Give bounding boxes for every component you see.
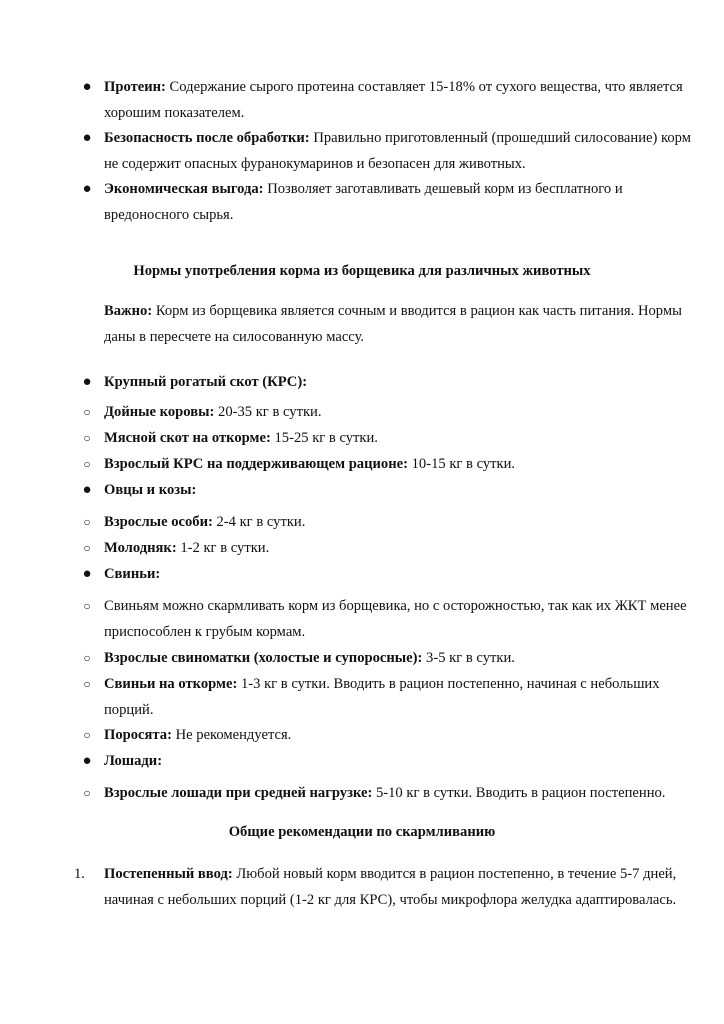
norm-item (104, 509, 694, 535)
item-label: Безопасность после обработки: (104, 130, 310, 146)
norm-item (104, 645, 694, 671)
bullet-icon: ● (82, 482, 92, 498)
item-text: 1-2 кг в сутки. (176, 540, 270, 556)
animal-group-title: Свиньи: (104, 566, 161, 582)
norm-item (104, 780, 704, 806)
item-text: Содержание сырого протеина составляет 15-18% от сухого вещества, что является хорошим показателем. (104, 79, 683, 121)
item-label: Взрослые особи: (104, 514, 213, 530)
animal-group-title: Крупный рогатый скот (КРС): (104, 374, 308, 390)
item-label: Экономическая выгода: (104, 181, 264, 197)
item-text: 15-25 кг в сутки. (270, 430, 378, 446)
animal-group-title: Овцы и козы: (104, 482, 197, 498)
recommendation-item (104, 861, 694, 913)
item-text: 5-10 кг в сутки. Вводить в рацион постепенно. (372, 785, 666, 801)
circle-bullet-icon: ○ (83, 728, 91, 742)
item-label: Мясной скот на откорме: (104, 430, 271, 446)
animal-group-horses (104, 748, 694, 774)
item-label: Постепенный ввод: (104, 866, 233, 882)
list-item-protein (104, 74, 694, 126)
item-label: Молодняк: (104, 540, 177, 556)
item-label: Взрослые лошади при средней нагрузке: (104, 785, 373, 801)
animal-group-sheep (104, 477, 694, 503)
norm-item (104, 399, 694, 425)
norm-item (104, 722, 694, 748)
bullet-icon: ● (82, 374, 92, 390)
item-text: Любой новый корм вводится в рацион постепенно, в течение 5-7 дней, начиная с небольших порций (1-2 кг для КРС), чтобы микрофлора желудка адаптировалась. (104, 866, 677, 908)
note-text: Корм из борщевика является сочным и вводится в рацион как часть питания. Нормы даны в пересчете на силосованную массу. (104, 303, 682, 345)
list-number: 1. (74, 866, 85, 882)
item-label: Свиньи на откорме: (104, 676, 238, 692)
item-label: Протеин: (104, 79, 166, 95)
item-text: 3-5 кг в сутки. (422, 650, 515, 666)
bullet-icon: ● (82, 181, 92, 197)
item-text: Правильно приготовленный (прошедший силосование) корм не содержит опасных фуранокумаринов и безопасен для животных. (104, 130, 691, 172)
section-heading-recommendations: Общие рекомендации по скармливанию (228, 824, 496, 840)
list-item-safety (104, 125, 694, 177)
item-text: Позволяет заготавливать дешевый корм из бесплатного и вредоносного сырья. (104, 181, 623, 223)
animal-group-cattle (104, 369, 694, 395)
bullet-icon: ● (82, 130, 92, 146)
item-label: Взрослый КРС на поддерживающем рационе: (104, 456, 408, 472)
item-text: 10-15 кг в сутки. (407, 456, 516, 472)
pigs-intro: Свиньям можно скармливать корм из борщевика, но с осторожностью, так как их ЖКТ менее приспособлен к грубым кормам. (104, 598, 687, 640)
animal-group-title: Лошади: (104, 753, 163, 769)
circle-bullet-icon: ○ (83, 651, 91, 665)
circle-bullet-icon: ○ (83, 405, 91, 419)
circle-bullet-icon: ○ (83, 431, 91, 445)
item-label: Взрослые свиноматки (холостые и супоросные): (104, 650, 423, 666)
circle-bullet-icon: ○ (83, 599, 91, 613)
item-text: 20-35 кг в сутки. (214, 404, 322, 420)
note-label: Важно: (104, 303, 153, 319)
section-heading-norms: Нормы употребления корма из борщевика для различных животных (133, 263, 591, 279)
norm-item (104, 535, 694, 561)
bullet-icon: ● (82, 753, 92, 769)
bullet-icon: ● (82, 79, 92, 95)
item-text: Не рекомендуется. (171, 727, 292, 743)
circle-bullet-icon: ○ (83, 541, 91, 555)
item-text: 2-4 кг в сутки. (212, 514, 306, 530)
circle-bullet-icon: ○ (83, 515, 91, 529)
item-text: 1-3 кг в сутки. Вводить в рацион постепенно, начиная с небольших порций. (104, 676, 660, 718)
circle-bullet-icon: ○ (83, 457, 91, 471)
list-item-economy (104, 176, 694, 228)
norm-item (104, 451, 694, 477)
item-label: Дойные коровы: (104, 404, 215, 420)
norm-item (104, 425, 694, 451)
animal-group-pigs (104, 561, 694, 587)
bullet-icon: ● (82, 566, 92, 582)
circle-bullet-icon: ○ (83, 786, 91, 800)
item-label: Поросята: (104, 727, 172, 743)
circle-bullet-icon: ○ (83, 677, 91, 691)
norm-item (104, 671, 694, 723)
important-note (104, 298, 694, 350)
